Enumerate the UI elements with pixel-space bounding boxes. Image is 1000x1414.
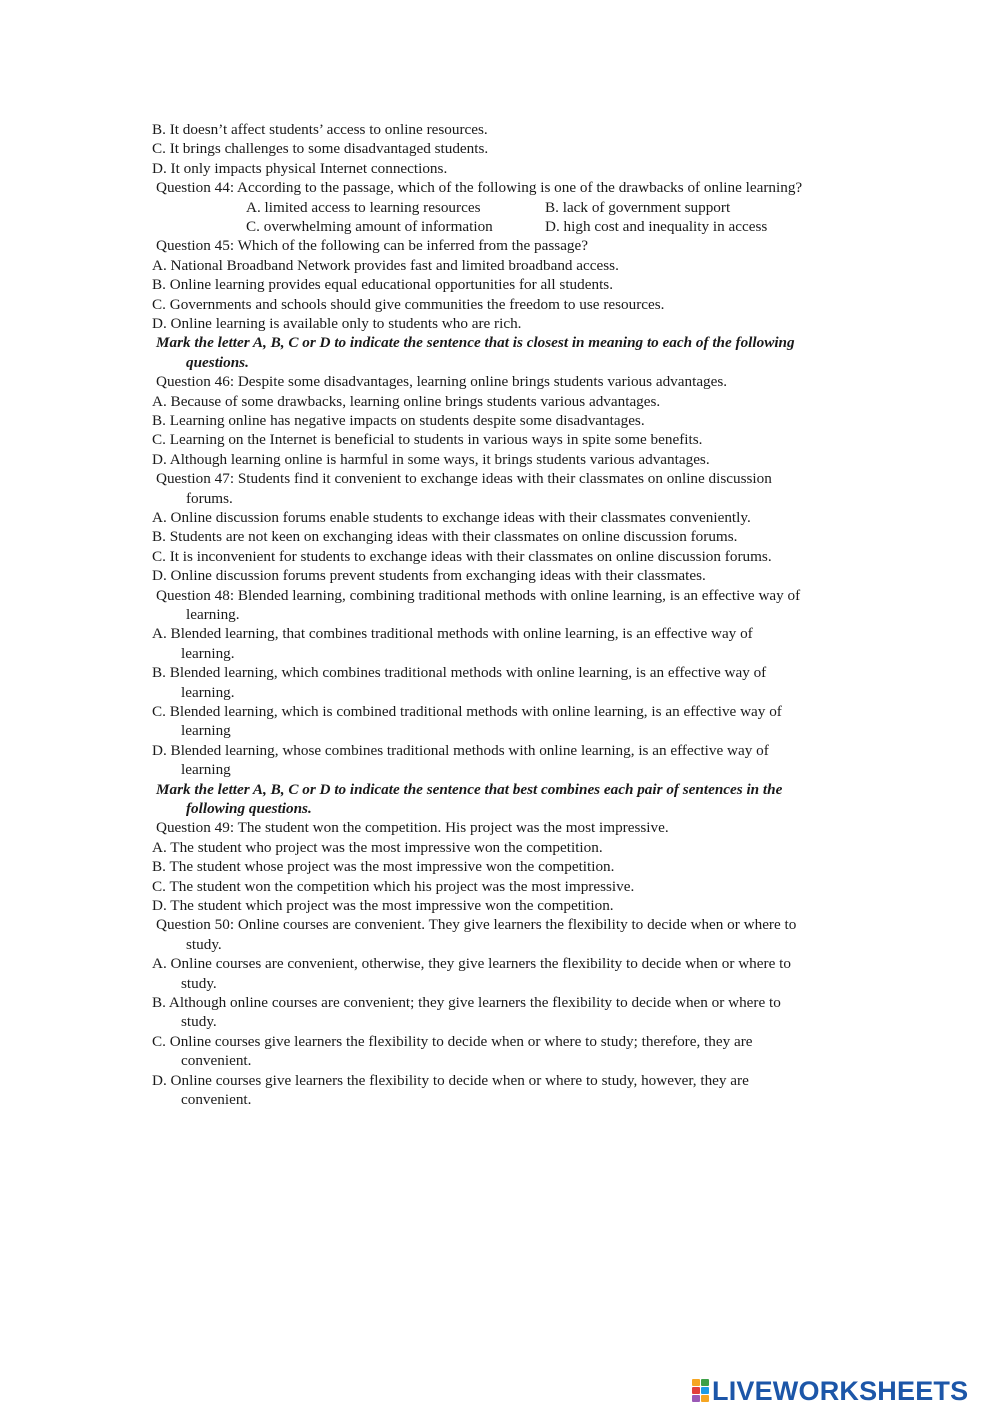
answer-option-line: B. It doesn’t affect students’ access to online resources. [152, 121, 488, 138]
question-line: Question 44: According to the passage, which of the following is one of the drawbacks of online learning? [156, 179, 803, 197]
question-line: Question 50: Online courses are convenient. They give learners the flexibility to decide when or where to [156, 916, 797, 934]
answer-option-line: C. overwhelming amount of information [246, 218, 493, 235]
answer-option-line: D. Although learning online is harmful in some ways, it brings students various advantages. [152, 450, 710, 468]
question-line: Question 47: Students find it convenient to exchange ideas with their classmates on online discussion [156, 470, 772, 488]
answer-option-line: A. The student who project was the most impressive won the competition. [152, 838, 603, 856]
answer-option-line: A. limited access to learning resources [246, 198, 481, 216]
answer-option-line: A. Blended learning, that combines traditional methods with online learning, is an effective way of [152, 625, 753, 643]
answer-option-line: D. Online learning is available only to students who are rich. [152, 315, 522, 332]
instruction-line: following questions. [186, 800, 312, 817]
text-line: learning. [181, 644, 235, 662]
instruction-line: Mark the letter A, B, C or D to indicate the sentence that best combines each pair of sentences in the [156, 780, 783, 798]
answer-option-line: D. high cost and inequality in access [545, 218, 768, 235]
answer-option-line: C. Blended learning, which is combined traditional methods with online learning, is an effective way of [152, 703, 782, 720]
answer-option-line: C. It brings challenges to some disadvantaged students. [152, 140, 489, 158]
answer-option-line: C. It is inconvenient for students to exchange ideas with their classmates on online discussion forums. [152, 547, 772, 565]
text-line: convenient. [181, 1052, 252, 1070]
text-line: study. [186, 935, 222, 953]
liveworksheets-wordmark: LIVEWORKSHEETS [712, 1375, 969, 1406]
answer-option-line: C. Learning on the Internet is beneficial to students in various ways in spite some benefits. [152, 431, 703, 449]
answer-option-line: B. Although online courses are convenient; they give learners the flexibility to decide when or where to [152, 994, 781, 1011]
text-line: study. [181, 1013, 217, 1031]
text-line: forums. [186, 489, 233, 507]
liveworksheets-logo-icon [692, 1379, 710, 1403]
answer-option-line: B. lack of government support [545, 198, 731, 216]
text-line: convenient. [181, 1091, 252, 1108]
instruction-line: Mark the letter A, B, C or D to indicate the sentence that is closest in meaning to each of the following [156, 334, 795, 352]
text-line: study. [181, 974, 217, 992]
answer-option-line: B. Online learning provides equal educational opportunities for all students. [152, 276, 614, 294]
answer-option-line: A. Online discussion forums enable students to exchange ideas with their classmates conveniently. [152, 509, 751, 526]
answer-option-line: D. Blended learning, whose combines traditional methods with online learning, is an effective way of [152, 741, 769, 759]
answer-option-line: C. Governments and schools should give communities the freedom to use resources. [152, 295, 665, 313]
answer-option-line: B. Blended learning, which combines traditional methods with online learning, is an effective way of [152, 664, 767, 682]
answer-option-line: B. The student whose project was the most impressive won the competition. [152, 858, 615, 876]
answer-option-line: A. Because of some drawbacks, learning online brings students various advantages. [152, 392, 661, 410]
answer-option-line: D. It only impacts physical Internet connections. [152, 159, 448, 177]
question-line: Question 49: The student won the competition. His project was the most impressive. [156, 819, 669, 837]
answer-option-line: D. The student which project was the most impressive won the competition. [152, 897, 614, 914]
answer-option-line: A. Online courses are convenient, otherwise, they give learners the flexibility to decide when or where to [152, 955, 791, 973]
instruction-line: questions. [186, 353, 249, 371]
answer-option-line: B. Students are not keen on exchanging ideas with their classmates on online discussion forums. [152, 528, 738, 546]
answer-option-line: A. National Broadband Network provides fast and limited broadband access. [152, 256, 619, 274]
text-line: learning. [186, 606, 240, 623]
liveworksheets-brand[interactable] [692, 1376, 968, 1406]
text-line: learning. [181, 683, 235, 701]
answer-option-line: B. Learning online has negative impacts on students despite some disadvantages. [152, 412, 645, 429]
answer-option-line: C. Online courses give learners the flexibility to decide when or where to study; therefore, they are [152, 1032, 753, 1050]
answer-option-line: C. The student won the competition which his project was the most impressive. [152, 877, 635, 895]
text-line: learning [181, 722, 231, 740]
question-line: Question 48: Blended learning, combining traditional methods with online learning, is an effective way of [156, 586, 801, 604]
question-line: Question 45: Which of the following can be inferred from the passage? [156, 237, 589, 255]
question-line: Question 46: Despite some disadvantages, learning online brings students various advantages. [156, 373, 728, 391]
answer-option-line: D. Online courses give learners the flexibility to decide when or where to study, however, they are [152, 1071, 749, 1089]
answer-option-line: D. Online discussion forums prevent students from exchanging ideas with their classmates. [152, 567, 706, 585]
text-line: learning [181, 761, 231, 779]
